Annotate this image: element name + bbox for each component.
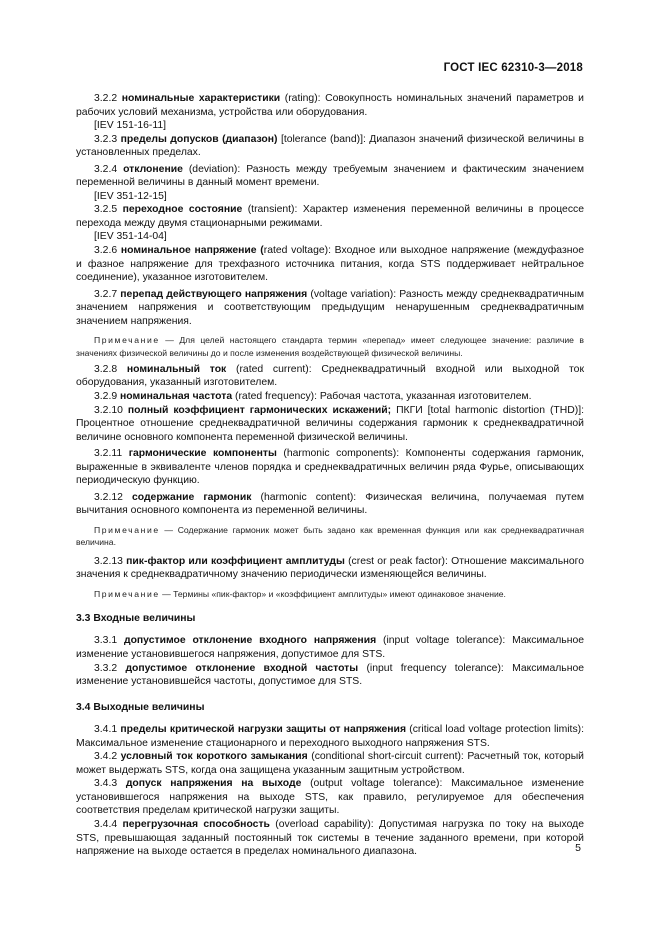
term-3-2-4: 3.2.4 отклонение (deviation): Разность между требуемым значением и фактическим значением переменной величины в данный момент времени. bbox=[76, 163, 584, 189]
term-3-2-9: 3.2.9 номинальная частота (rated frequency): Рабочая частота, указанная изготовителем. bbox=[94, 390, 532, 402]
note: Примечание — Содержание гармоник может быть задано как временная функция или как среднеквадратичная величина. bbox=[76, 524, 584, 548]
term-3-2-13: 3.2.13 пик-фактор или коэффициент амплитуды (crest or peak factor): Отношение максимального значения к среднеквадратичному значению периодически изменяющейся величины. bbox=[76, 555, 584, 581]
term-3-2-3: 3.2.3 пределы допусков (диапазон) [tolerance (band)]: Диапазон значений физической величины в установленных пределах. bbox=[76, 133, 585, 159]
document-body bbox=[76, 92, 584, 859]
note: Примечание — Для целей настоящего стандарта термин «перепад» имеет следующее значение: различие в значениях физической величины до и после изменения воздействующей физической величины. bbox=[76, 335, 584, 358]
section-heading: 3.4 Выходные величины bbox=[76, 701, 205, 713]
term-3-4-4: 3.4.4 перегрузочная способность (overload capability): Допустимая нагрузка по току на выходе STS, превышающая заданный постоянный ток системы в течение заданного времени, при которой напряжение на выходе остается в пределах номинального диапазона. bbox=[76, 819, 584, 858]
term-3-3-1: 3.3.1 допустимое отклонение входного напряжения (input voltage tolerance): Максимальное изменение установившегося напряжения, допустимое для STS. bbox=[76, 635, 585, 660]
term-3-2-6: 3.2.6 номинальное напряжение (rated voltage): Входное или выходное напряжение (междуфазное и фазное напряжение для трехфазного источника питания, когда STS поддерживает нейтральное соединение), указанное изготовителем. bbox=[76, 245, 585, 284]
page-number: 5 bbox=[575, 842, 581, 854]
term-3-2-5: 3.2.5 переходное состояние (transient): Характер изменения переменной величины в процессе перехода между двумя стационарными режимами. bbox=[76, 204, 585, 229]
term-3-2-10: 3.2.10 полный коэффициент гармонических искажений; ПКГИ [total harmonic distortion (THD)]: Процентное отношение среднеквадратичной величины содержания гармоник к среднеквадратичной величине основного компонента переменной физической величины. bbox=[76, 404, 584, 443]
term-3-2-11: 3.2.11 гармонические компоненты (harmonic components): Компоненты содержания гармоник, выраженные в эквиваленте членов порядка и среднеквадратичных величин ряда Фурье, описывающих периодическую функцию. bbox=[76, 448, 585, 487]
term-3-2-7: 3.2.7 перепад действующего напряжения (voltage variation): Разность между среднеквадратичным значением напряжения и соответствующим предыдущим ненарушенным среднеквадратичным значением напряжения. bbox=[76, 288, 585, 327]
term-3-4-3: 3.4.3 допуск напряжения на выходе (output voltage tolerance): Максимальное изменение установившегося напряжения на выходе STS, как правило, регулируемое для обеспечения соответствия пределам критической нагрузки защиты. bbox=[76, 778, 585, 817]
reference: [IEV 351-14-04] bbox=[94, 231, 167, 243]
note: Примечание — Термины «пик-фактор» и «коэффициент амплитуды» имеют одинаковое значение. bbox=[94, 588, 506, 599]
document-header: ГОСТ IEC 62310-3—2018 bbox=[443, 62, 583, 74]
reference: [IEV 351-12-15] bbox=[94, 190, 167, 202]
term-3-2-2: 3.2.2 номинальные характеристики (rating): Совокупность номинальных значений параметров и рабочих условий механизма, устройства или оборудования. bbox=[76, 93, 584, 118]
term-3-2-12: 3.2.12 содержание гармоник (harmonic content): Физическая величина, получаемая путем вычитания основного компонента из переменной величины. bbox=[76, 491, 584, 517]
reference: [IEV 151-16-11] bbox=[94, 120, 167, 132]
term-3-2-8: 3.2.8 номинальный ток (rated current): Среднеквадратичный входной или выходной ток оборудования, указанный изготовителем. bbox=[76, 363, 584, 389]
section-heading: 3.3 Входные величины bbox=[76, 612, 196, 624]
term-3-4-1: 3.4.1 пределы критической нагрузки защиты от напряжения (critical load voltage protection limits): Максимальное изменение стационарного и переходного выходного напряжения STS. bbox=[76, 724, 584, 749]
term-3-4-2: 3.4.2 условный ток короткого замыкания (conditional short-circuit current): Расчетный ток, который может выдержать STS, когда она защищена указанным защитным устройством. bbox=[76, 751, 584, 776]
term-3-3-2: 3.3.2 допустимое отклонение входной частоты (input frequency tolerance): Максимальное изменение установившейся частоты, допустимое для STS. bbox=[76, 662, 584, 688]
